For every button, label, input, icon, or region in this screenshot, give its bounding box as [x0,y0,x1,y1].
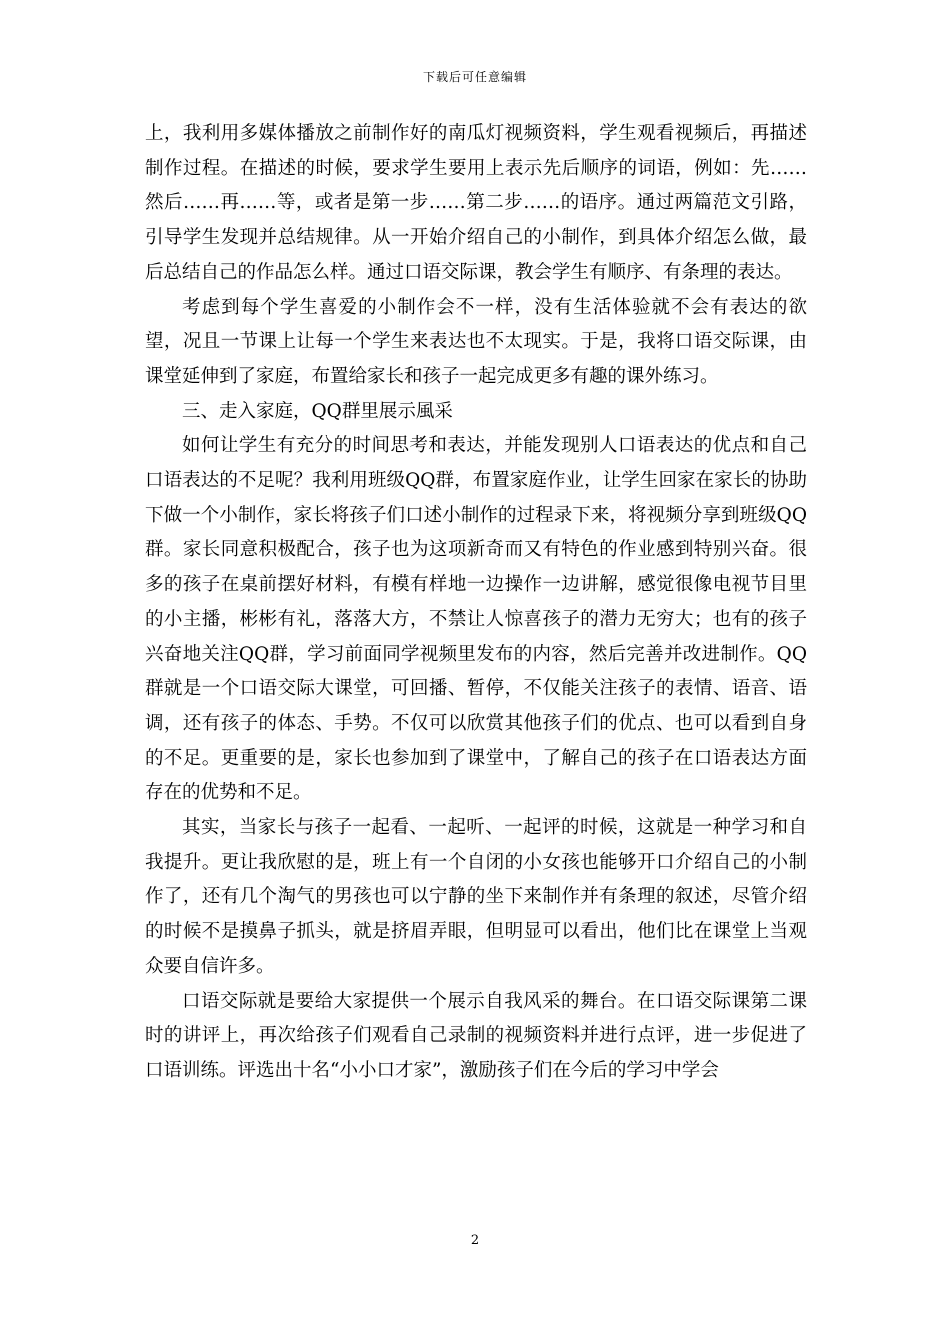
page-number: 2 [470,1233,480,1248]
page-header: 下载后可任意编辑 [422,70,527,84]
paragraph: 口语交际就是要给大家提供一个展示自我风采的舞台。在口语交际课第二课时的讲评上，再次给孩子们观看自己录制的视频资料并进行点评，进一步促进了口语训练。评选出十名“小小口才家”，激励孩子们在今后的学习中学会 [145,990,807,1081]
paragraph-continued: 上，我利用多媒体播放之前制作好的南瓜灯视频资料，学生观看视频后，再描述制作过程。在描述的时候，要求学生要用上表示先后顺序的词语，例如：先……然后……再……等，或者是第一步……第二步……的语序。通过两篇范文引路，引导学生发现并总结规律。从一开始介绍自己的小制作，到具体介绍怎么做，最后总结自己的作品怎么样。通过口语交际课，教会学生有顺序、有条理的表达。 [145,123,807,283]
paragraph: 如何让学生有充分的时间思考和表达，并能发现别人口语表达的优点和自己口语表达的不足呢？我利用班级QQ群，布置家庭作业，让学生回家在家长的协助下做一个小制作，家长将孩子们口述小制作的过程录下来，将视频分享到班级QQ群。家长同意积极配合，孩子也为这项新奇而又有特色的作业感到特别兴奋。很多的孩子在桌前摆好材料，有模有样地一边操作一边讲解，感觉很像电视节目里的小主播，彬彬有礼，落落大方，不禁让人惊喜孩子的潜力无穷大；也有的孩子兴奋地关注QQ群，学习前面同学视频里发布的内容，然后完善并改进制作。QQ群就是一个口语交际大课堂，可回播、暂停，不仅能关注孩子的表情、语音、语调，还有孩子的体态、手势。不仅可以欣赏其他孩子们的优点、也可以看到自身的不足。更重要的是，家长也参加到了课堂中，了解自己的孩子在口语表达方面存在的优势和不足。 [145,435,807,804]
paragraph: 考虑到每个学生喜爱的小制作会不一样，没有生活体验就不会有表达的欲望，况且一节课上让每一个学生来表达也不太现实。于是，我将口语交际课，由课堂延伸到了家庭，布置给家长和孩子一起完成更多有趣的课外练习。 [145,296,807,387]
document-body [145,117,807,1089]
section-heading: 三、走入家庭，QQ群里展示風采 [182,400,453,422]
paragraph: 其实，当家长与孩子一起看、一起听、一起评的时候，这就是一种学习和自我提升。更让我欣慰的是，班上有一个自闭的小女孩也能够开口介绍自己的小制作了，还有几个淘气的男孩也可以宁静的坐下来制作并有条理的叙述，尽管介绍的时候不是摸鼻子抓头，就是挤眉弄眼，但明显可以看出，他们比在课堂上当观众要自信许多。 [145,817,807,977]
